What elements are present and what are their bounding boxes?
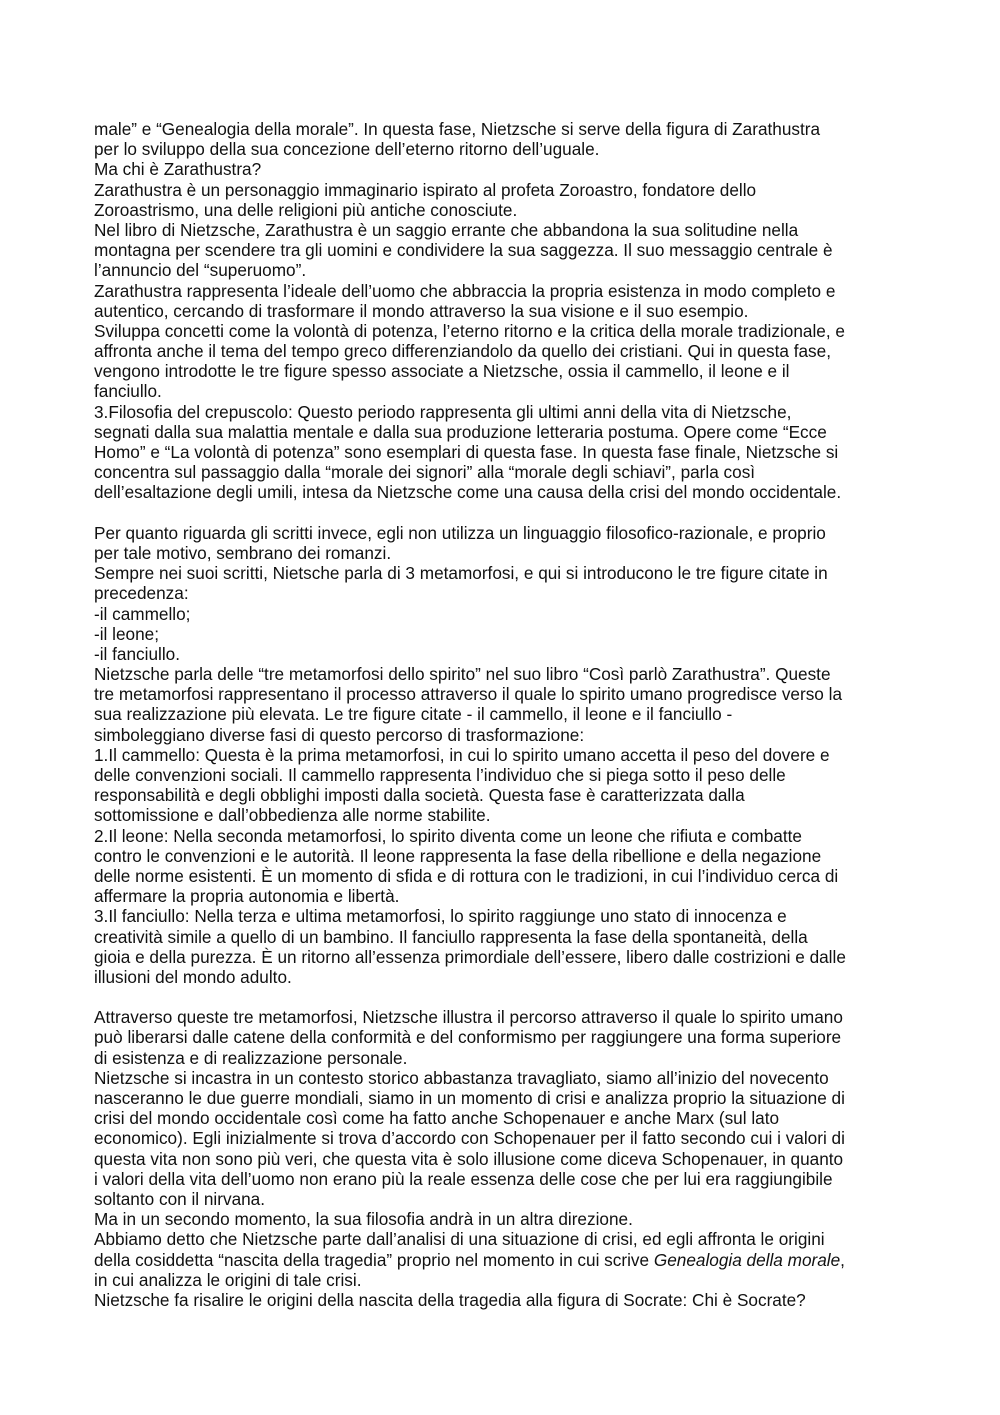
paragraph-gap (94, 987, 914, 1007)
text-line: illusioni del mondo adulto. (94, 966, 292, 987)
text-line: autentico, cercando di trasformare il mondo attraverso la sua visione e il suo esempio. (94, 300, 749, 321)
list-item: -il cammello; (94, 603, 191, 624)
text-line: economico). Egli inizialmente si trova d’accordo con Schopenauer per il fatto secondo cui i valori di (94, 1128, 845, 1149)
text-line: per tale motivo, sembrano dei romanzi. (94, 542, 392, 563)
text-line: gioia e della purezza. È un ritorno all’essenza primordiale dell’essere, libero dalle costrizioni e dalle (94, 946, 846, 967)
text-line: per lo sviluppo della sua concezione dell’eterno ritorno dell’uguale. (94, 139, 600, 160)
text-line: Homo” e “La volontà di potenza” sono esemplari di questa fase. In questa fase finale, Nietzsche si (94, 442, 839, 462)
text-line: creatività simile a quello di un bambino. Il fanciullo rappresenta la fase della spontaneità, della (94, 926, 808, 947)
text-line: Ma in un secondo momento, la sua filosofia andrà in un altra direzione. (94, 1209, 633, 1230)
text-line: Zoroastrismo, una delle religioni più antiche conosciute. (94, 199, 518, 220)
text-line: Zarathustra è un personaggio immaginario ispirato al profeta Zoroastro, fondatore dello (94, 179, 757, 200)
document-page (94, 119, 914, 1310)
text-line: fanciullo. (94, 381, 162, 402)
text-line: di esistenza e di realizzazione personale. (94, 1047, 408, 1068)
text-line: 3.Filosofia del crepuscolo: Questo periodo rappresenta gli ultimi anni della vita di Nietzsche, (94, 401, 792, 422)
text-line: sua realizzazione più elevata. Le tre figure citate - il cammello, il leone e il fanciullo - (94, 704, 733, 725)
text-line: male” e “Genealogia della morale”. In questa fase, Nietzsche si serve della figura di Zarathustra (94, 119, 821, 139)
text-line: i valori della vita dell’uomo non erano più la reale essenza delle cose che per lui era raggiungibile (94, 1168, 833, 1189)
text-line: concentra sul passaggio dalla “morale dei signori” alla “morale degli schiavi”, parla così (94, 462, 756, 483)
text-line: contro le convenzioni e le autorità. Il leone rappresenta la fase della ribellione e della negazione (94, 845, 822, 866)
text-line: Nel libro di Nietzsche, Zarathustra è un saggio errante che abbandona la sua solitudine nella (94, 219, 799, 240)
text-line: 3.Il fanciullo: Nella terza e ultima metamorfosi, lo spirito raggiunge uno stato di innocenza e (94, 906, 787, 927)
text-line: delle convenzioni sociali. Il cammello rappresenta l’individuo che si piega sotto il peso delle (94, 765, 786, 785)
text-line: 2.Il leone: Nella seconda metamorfosi, lo spirito diventa come un leone che rifiuta e combatte (94, 825, 802, 846)
text-line: Nietzsche parla delle “tre metamorfosi dello spirito” nel suo libro “Così parlò Zarathustra”. Queste (94, 664, 831, 685)
list-item: -il leone; (94, 623, 159, 644)
text-line: delle norme esistenti. È un momento di sfida e di rottura con le tradizioni, in cui l’individuo cerca di (94, 865, 839, 886)
text-line: Nietzsche si incastra in un contesto storico abbastanza travagliato, siamo all’inizio del novecento (94, 1067, 829, 1088)
italic-title: Genealogia della morale (653, 1249, 841, 1270)
text-line: soltanto con il nirvana. (94, 1188, 266, 1209)
paragraph-gap (94, 503, 914, 523)
text-line: crisi del mondo occidentale così come ha fatto anche Schopenauer e anche Marx (sul lato (94, 1108, 780, 1129)
text-line: segnati dalla sua malattia mentale e dalla sua produzione letteraria postuma. Opere come “Ecce (94, 421, 827, 442)
text-line: nasceranno le due guerre mondiali, siamo in un momento di crisi e analizza proprio la situazione di (94, 1088, 845, 1108)
text-line: responsabilità e degli obblighi imposti dalla società. Questa fase è caratterizzata dalla (94, 785, 745, 806)
text-line: sottomissione e dall’obbedienza alle norme stabilite. (94, 805, 491, 826)
text-line: in cui analizza le origini di tale crisi. (94, 1269, 362, 1290)
italic-title-suffix: , (840, 1249, 845, 1270)
text-line: questa vita non sono più veri, che questa vita è solo illusione come diceva Schopenauer, in quanto (94, 1148, 844, 1169)
text-line: dell’esaltazione degli umili, intesa da Nietzsche come una causa della crisi del mondo occidentale. (94, 482, 842, 503)
list-item: -il fanciullo. (94, 643, 180, 664)
text-line: Zarathustra rappresenta l’ideale dell’uomo che abbraccia la propria esistenza in modo completo e (94, 280, 836, 301)
text-line: 1.Il cammello: Questa è la prima metamorfosi, in cui lo spirito umano accetta il peso del dovere e (94, 744, 830, 765)
text-line: Ma chi è Zarathustra? (94, 159, 262, 180)
text-line-start: della cosiddetta “nascita della tragedia” proprio nel momento in cui scrive (94, 1249, 650, 1270)
text-line: Per quanto riguarda gli scritti invece, egli non utilizza un linguaggio filosofico-razionale, e proprio (94, 522, 826, 543)
text-line: affermare la propria autonomia e libertà. (94, 886, 400, 907)
text-line: l’annuncio del “superuomo”. (94, 260, 307, 281)
text-line: Attraverso queste tre metamorfosi, Nietzsche illustra il percorso attraverso il quale lo spirito umano (94, 1007, 843, 1028)
text-line (94, 1250, 914, 1270)
text-line: simboleggiano diverse fasi di questo percorso di trasformazione: (94, 724, 585, 745)
text-line: tre metamorfosi rappresentano il processo attraverso il quale lo spirito umano progredisce verso la (94, 684, 843, 705)
text-line: può liberarsi dalle catene della conformità e del conformismo per raggiungere una forma superiore (94, 1027, 842, 1048)
text-line: Sempre nei suoi scritti, Nietsche parla di 3 metamorfosi, e qui si introducono le tre figure citate in (94, 563, 828, 584)
text-line: precedenza: (94, 583, 189, 604)
text-line: Sviluppa concetti come la volontà di potenza, l’eterno ritorno e la critica della morale tradizionale, e (94, 320, 845, 341)
text-line: montagna per scendere tra gli uomini e condividere la sua saggezza. Il suo messaggio centrale è (94, 240, 833, 261)
text-line: vengono introdotte le tre figure spesso associate a Nietzsche, ossia il cammello, il leone e il (94, 361, 790, 382)
text-line: affronta anche il tema del tempo greco differenziandolo da quello dei cristiani. Qui in questa fase, (94, 341, 831, 362)
text-line: Nietzsche fa risalire le origini della nascita della tragedia alla figura di Socrate: Chi è Socrate? (94, 1289, 806, 1310)
text-line: Abbiamo detto che Nietzsche parte dall’analisi di una situazione di crisi, ed egli affronta le origini (94, 1229, 825, 1250)
